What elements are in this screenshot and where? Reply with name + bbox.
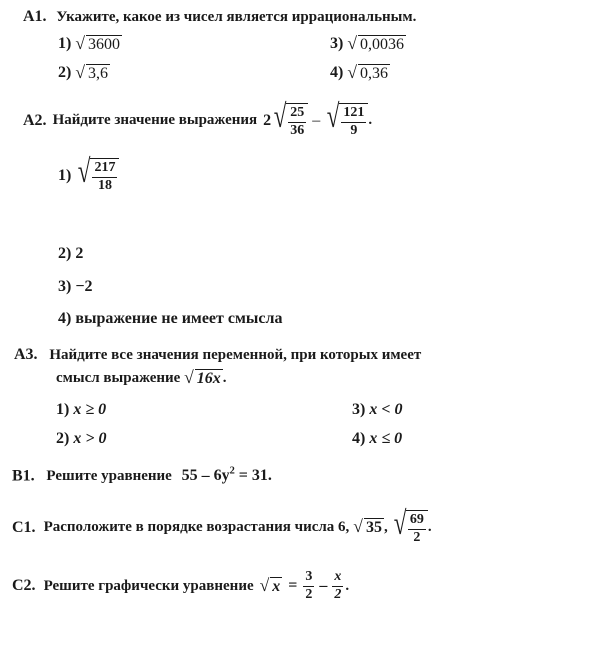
sqrt-expression: √ $\frac{217}{18}$ bbox=[75, 158, 119, 193]
fraction: $\frac{x}{2}$ bbox=[334, 569, 342, 602]
task-a3-label: А3. bbox=[14, 346, 38, 363]
task-a3-question-line2: смысл выражение √ 16x . bbox=[56, 367, 227, 387]
task-c1-label: С1. bbox=[12, 518, 36, 536]
task-a1-option-1: 1) √ 3600 bbox=[58, 33, 120, 53]
task-a3-option-4: 4) x ≤ 0 bbox=[352, 430, 403, 447]
task-c2: С2. Решите графически уравнение √ x = $\frac{3}{2}$ – $\frac{x}{2}$ . bbox=[12, 569, 350, 602]
task-a3-option-2: 2) x > 0 bbox=[56, 430, 107, 447]
task-c1-text: Расположите в порядке возрастания числа 6, bbox=[43, 519, 350, 536]
sqrt-expression: √ 16x bbox=[184, 367, 221, 387]
task-a3-question-line1: Найдите все значения переменной, при которых имеет bbox=[49, 347, 422, 363]
task-b1 bbox=[12, 466, 272, 485]
task-a2-label: А2. bbox=[23, 111, 47, 129]
sqrt-expression: √ 0,36 bbox=[347, 62, 388, 82]
task-a2-question: Найдите значение выражения bbox=[52, 112, 258, 129]
task-a3-heading bbox=[14, 346, 421, 364]
task-a2-option-2: 2) 2 bbox=[58, 245, 84, 262]
task-a2-option-3: 3) −2 bbox=[58, 278, 93, 295]
task-a2-option-4: 4) выражение не имеет смысла bbox=[58, 310, 283, 327]
task-a1-question: Укажите, какое из чисел является иррациональным. bbox=[56, 9, 417, 25]
sqrt-expression: √ $\frac{69}{2}$ bbox=[391, 510, 428, 545]
fraction: $\frac{3}{2}$ bbox=[305, 569, 313, 602]
task-a1-option-4: 4) √ 0,36 bbox=[330, 62, 388, 82]
task-a3-option-1: 1) x ≥ 0 bbox=[56, 401, 107, 418]
task-a1-label: А1. bbox=[23, 8, 47, 25]
task-a2-heading: А2. Найдите значение выражения 2 √ $\frac{25}{36}$ – √ $\frac{121}{9}$ . bbox=[23, 99, 373, 138]
task-c1: С1. Расположите в порядке возрастания числа 6, √ 35 , √ $\frac{69}{2}$ . bbox=[12, 506, 432, 545]
task-c2-label: С2. bbox=[12, 577, 36, 595]
sqrt-expression: √ $\frac{25}{36}$ bbox=[271, 103, 308, 138]
task-a3-option-3: 3) x < 0 bbox=[352, 401, 403, 418]
task-c2-text: Решите графически уравнение bbox=[43, 577, 254, 594]
sqrt-expression: √ x bbox=[259, 574, 281, 595]
sqrt-expression: √ 3,6 bbox=[75, 62, 108, 82]
sqrt-expression: √ 3600 bbox=[75, 33, 120, 53]
task-a1-option-2: 2) √ 3,6 bbox=[58, 62, 108, 82]
task-a2-option-1: 1) √ $\frac{217}{18}$ bbox=[58, 158, 119, 193]
sqrt-expression: √ 35 bbox=[353, 516, 382, 537]
sqrt-expression: √ $\frac{121}{9}$ bbox=[324, 103, 368, 138]
task-b1-equation: $55 - 6y^2 = 31$. bbox=[181, 466, 272, 485]
sqrt-expression: √ 0,0036 bbox=[347, 33, 404, 53]
task-a1-option-3: 3) √ 0,0036 bbox=[330, 33, 404, 53]
task-a1-heading bbox=[23, 8, 416, 26]
task-b1-text: Решите уравнение bbox=[46, 468, 172, 485]
task-b1-label: В1. bbox=[12, 467, 35, 485]
